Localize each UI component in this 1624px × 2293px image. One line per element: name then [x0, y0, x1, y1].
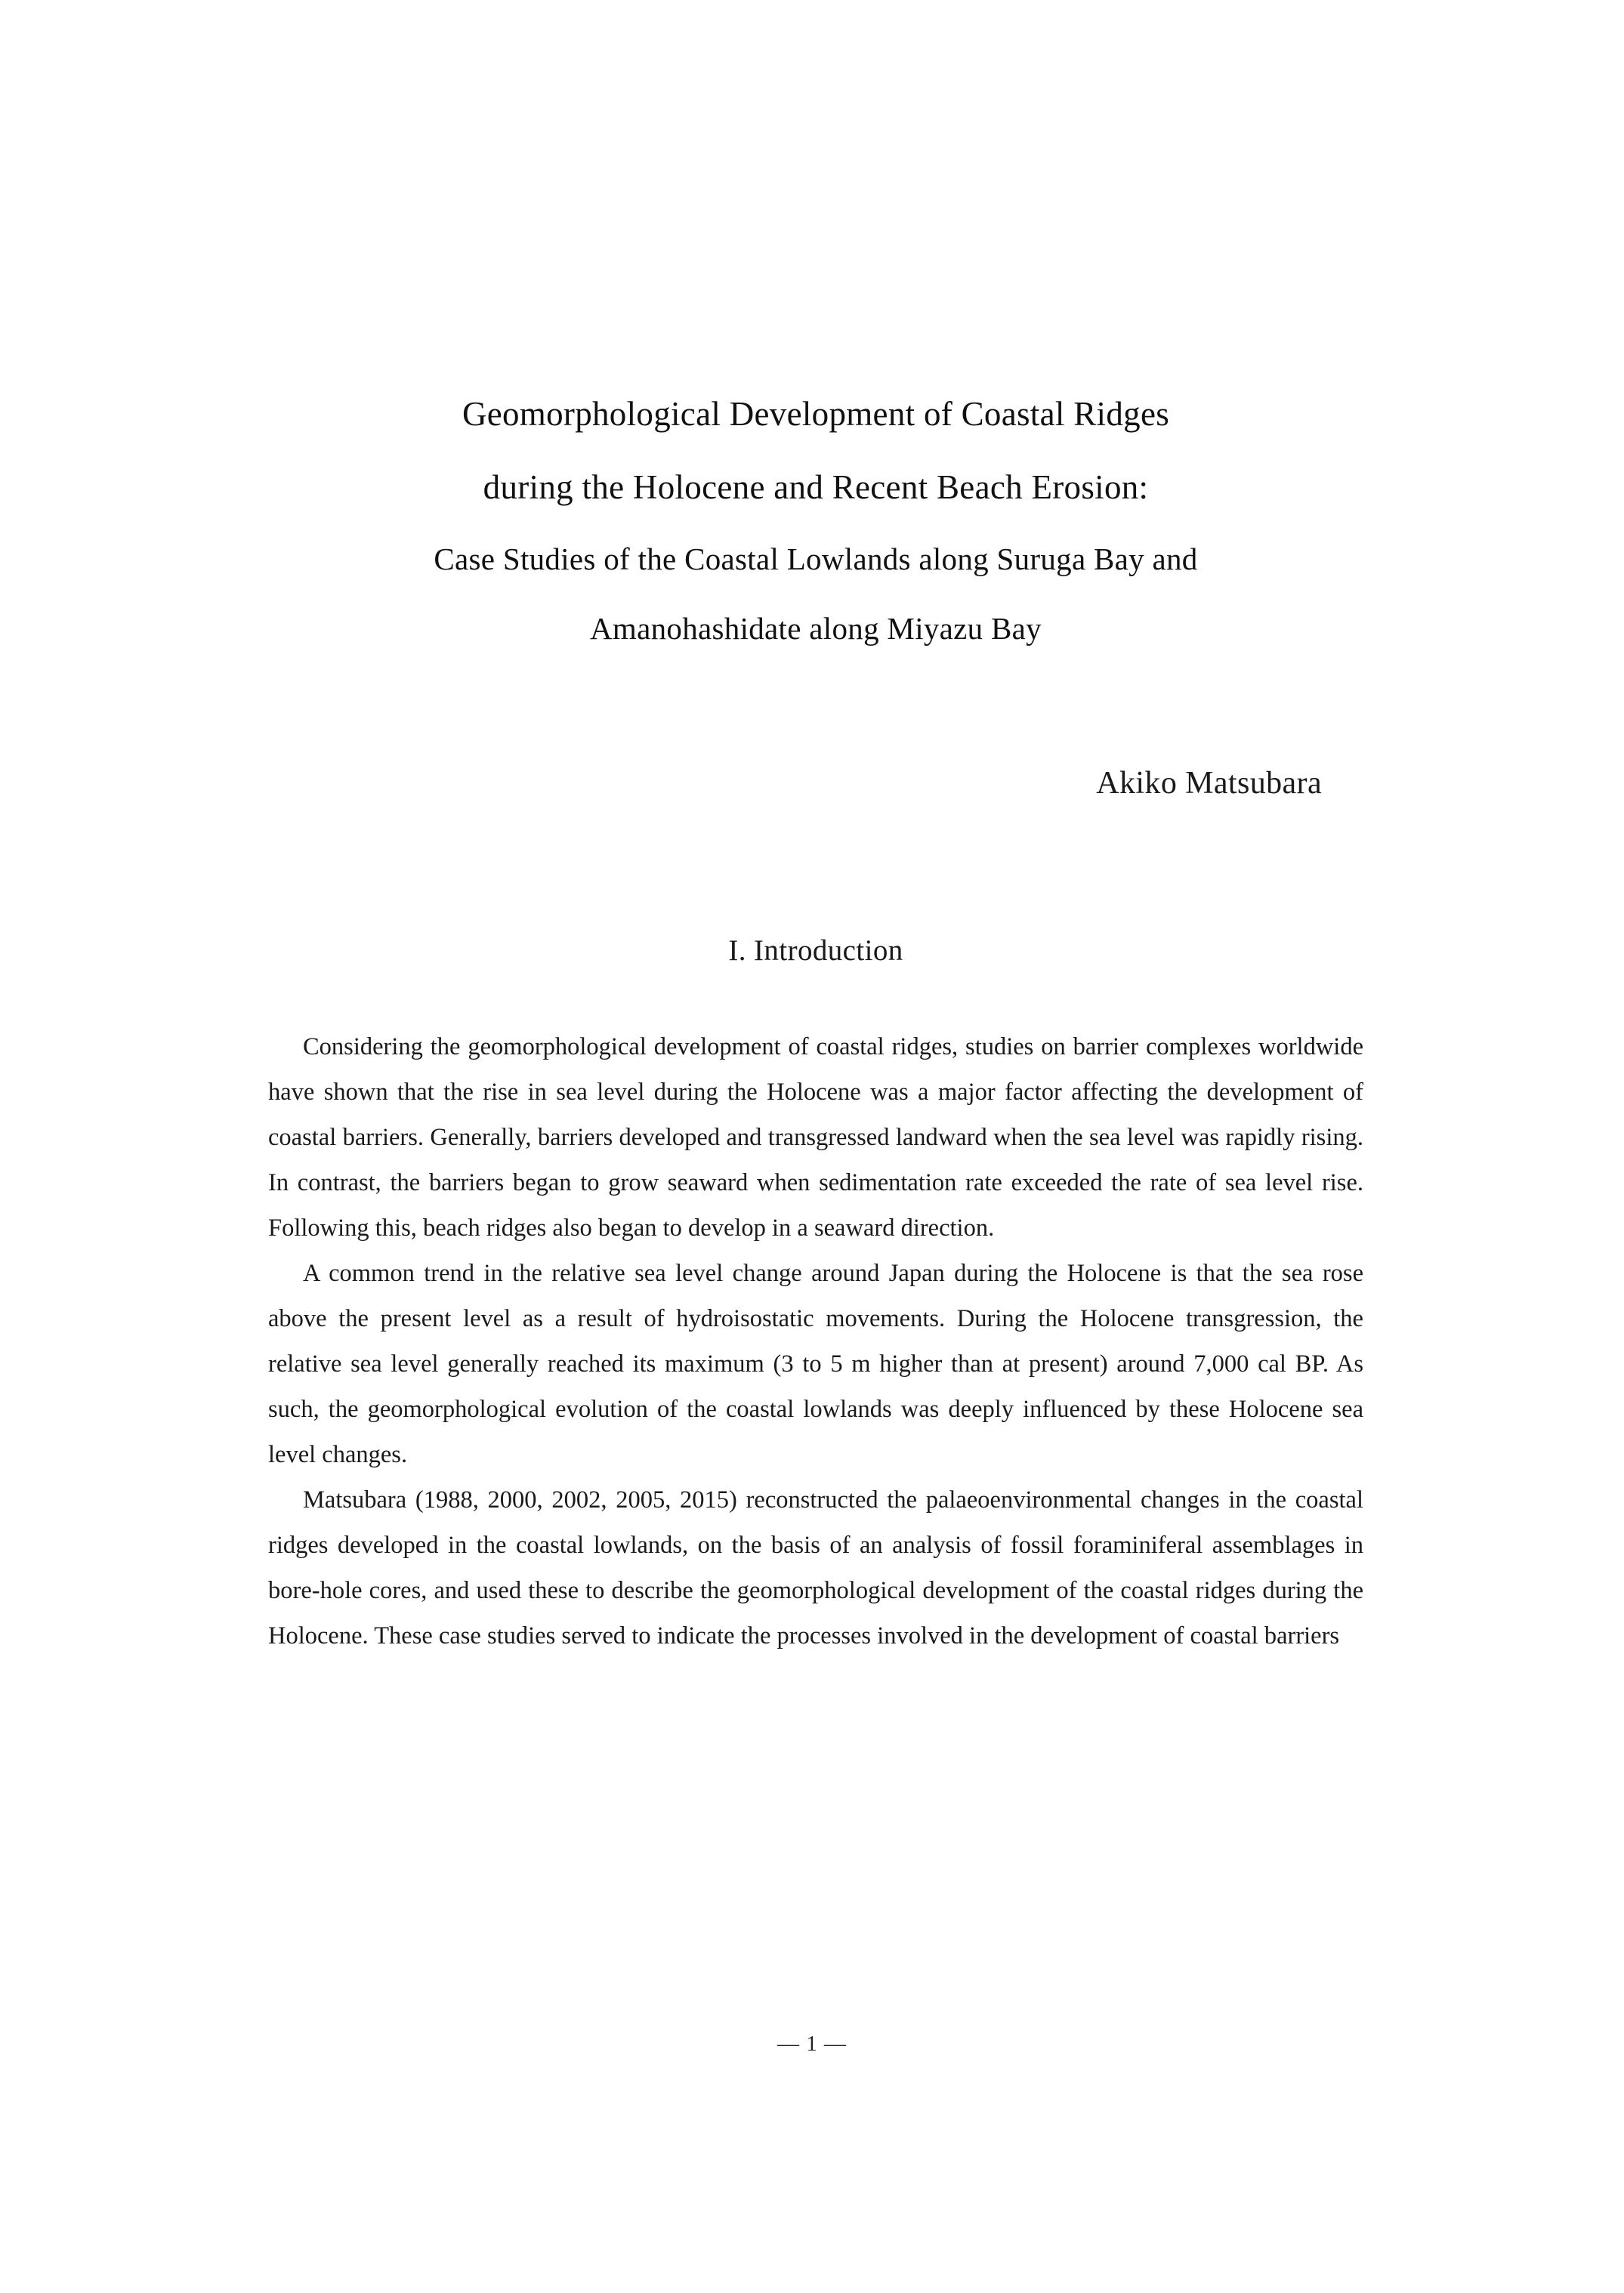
body-text	[268, 1024, 1363, 1659]
author-name: Akiko Matsubara	[1096, 766, 1322, 801]
page-title-line-2: during the Holocene and Recent Beach Erosion:	[483, 468, 1149, 506]
page-number: — 1 —	[777, 2032, 847, 2056]
paragraph-2: A common trend in the relative sea level change around Japan during the Holocene is that the sea rose above the present level as a result of hydroisostatic movements. During the Holocene transgression, the relative sea level generally reached its maximum (3 to 5 m higher than at present) around 7,000 cal BP. As such, the geomorphological evolution of the coastal lowlands was deeply influenced by these Holocene sea level changes.	[268, 1260, 1363, 1468]
section-heading-introduction: I. Introduction	[728, 934, 903, 967]
page-subtitle-line-2: Amanohashidate along Miyazu Bay	[590, 611, 1042, 646]
title-block	[268, 378, 1363, 663]
paragraph-3: Matsubara (1988, 2000, 2002, 2005, 2015) reconstructed the palaeoenvironmental changes in the coastal ridges developed in the coastal lowlands, on the basis of an analysis of fossil foraminiferal assemblages in bore-hole cores, and used these to describe the geomorphological development of the coastal ridges during the Holocene. These case studies served to indicate the processes involved in the development of coastal barriers	[268, 1486, 1363, 1650]
author-block	[268, 765, 1363, 801]
page-content	[268, 0, 1363, 1659]
page-subtitle-line-1: Case Studies of the Coastal Lowlands along Suruga Bay and	[434, 542, 1198, 576]
page-title-line-1: Geomorphological Development of Coastal Ridges	[462, 395, 1170, 433]
paragraph-1: Considering the geomorphological development of coastal ridges, studies on barrier complexes worldwide have shown that the rise in sea level during the Holocene was a major factor affecting the development of coastal barriers. Generally, barriers developed and transgressed landward when the sea level was rapidly rising. In contrast, the barriers began to grow seaward when sedimentation rate exceeded the rate of sea level rise. Following this, beach ridges also began to develop in a seaward direction.	[268, 1033, 1363, 1242]
